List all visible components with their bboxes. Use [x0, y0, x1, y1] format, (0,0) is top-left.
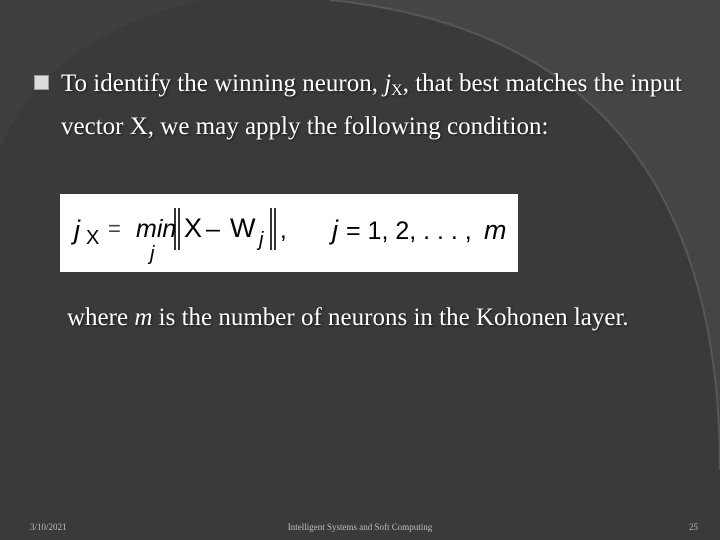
formula-min: min	[136, 215, 177, 243]
formula-svg	[60, 194, 518, 272]
footer-date: 3/10/2021	[30, 522, 67, 532]
where-text-before: where	[67, 304, 135, 331]
winning-neuron-symbol: j	[384, 70, 392, 97]
formula-lhs-sub: X	[86, 227, 100, 249]
bullet-item	[30, 66, 690, 145]
formula-minus: –	[206, 215, 220, 243]
bullet-text-before: To identify the winning neuron,	[61, 70, 385, 97]
formula-comma: ,	[280, 217, 287, 244]
where-text-after: is the number of neurons in the Kohonen layer.	[152, 304, 629, 331]
bullet-text-after: , that best matches the input vector X, we may apply the following condition:	[61, 70, 682, 140]
where-m-symbol: m	[134, 304, 153, 331]
winning-neuron-subscript: X	[391, 82, 403, 99]
footer-title: Intelligent Systems and Soft Computing	[287, 522, 433, 532]
formula-min-under: j	[150, 243, 155, 265]
formula-w-sub: j	[259, 229, 264, 251]
formula-x: X	[184, 213, 203, 243]
formula-rhs-values: = 1, 2, . . . ,	[346, 217, 472, 245]
square-bullet-icon	[34, 75, 49, 90]
slide-content	[30, 66, 690, 145]
footer-page-number: 25	[689, 522, 698, 532]
formula-rhs-j: j	[332, 215, 338, 245]
where-paragraph	[61, 300, 701, 336]
formula-image	[60, 194, 518, 272]
formula-equals: =	[108, 216, 121, 241]
formula-w: W	[230, 213, 256, 243]
formula-lhs-j: j	[74, 215, 80, 245]
formula-rhs-m: m	[484, 215, 507, 245]
